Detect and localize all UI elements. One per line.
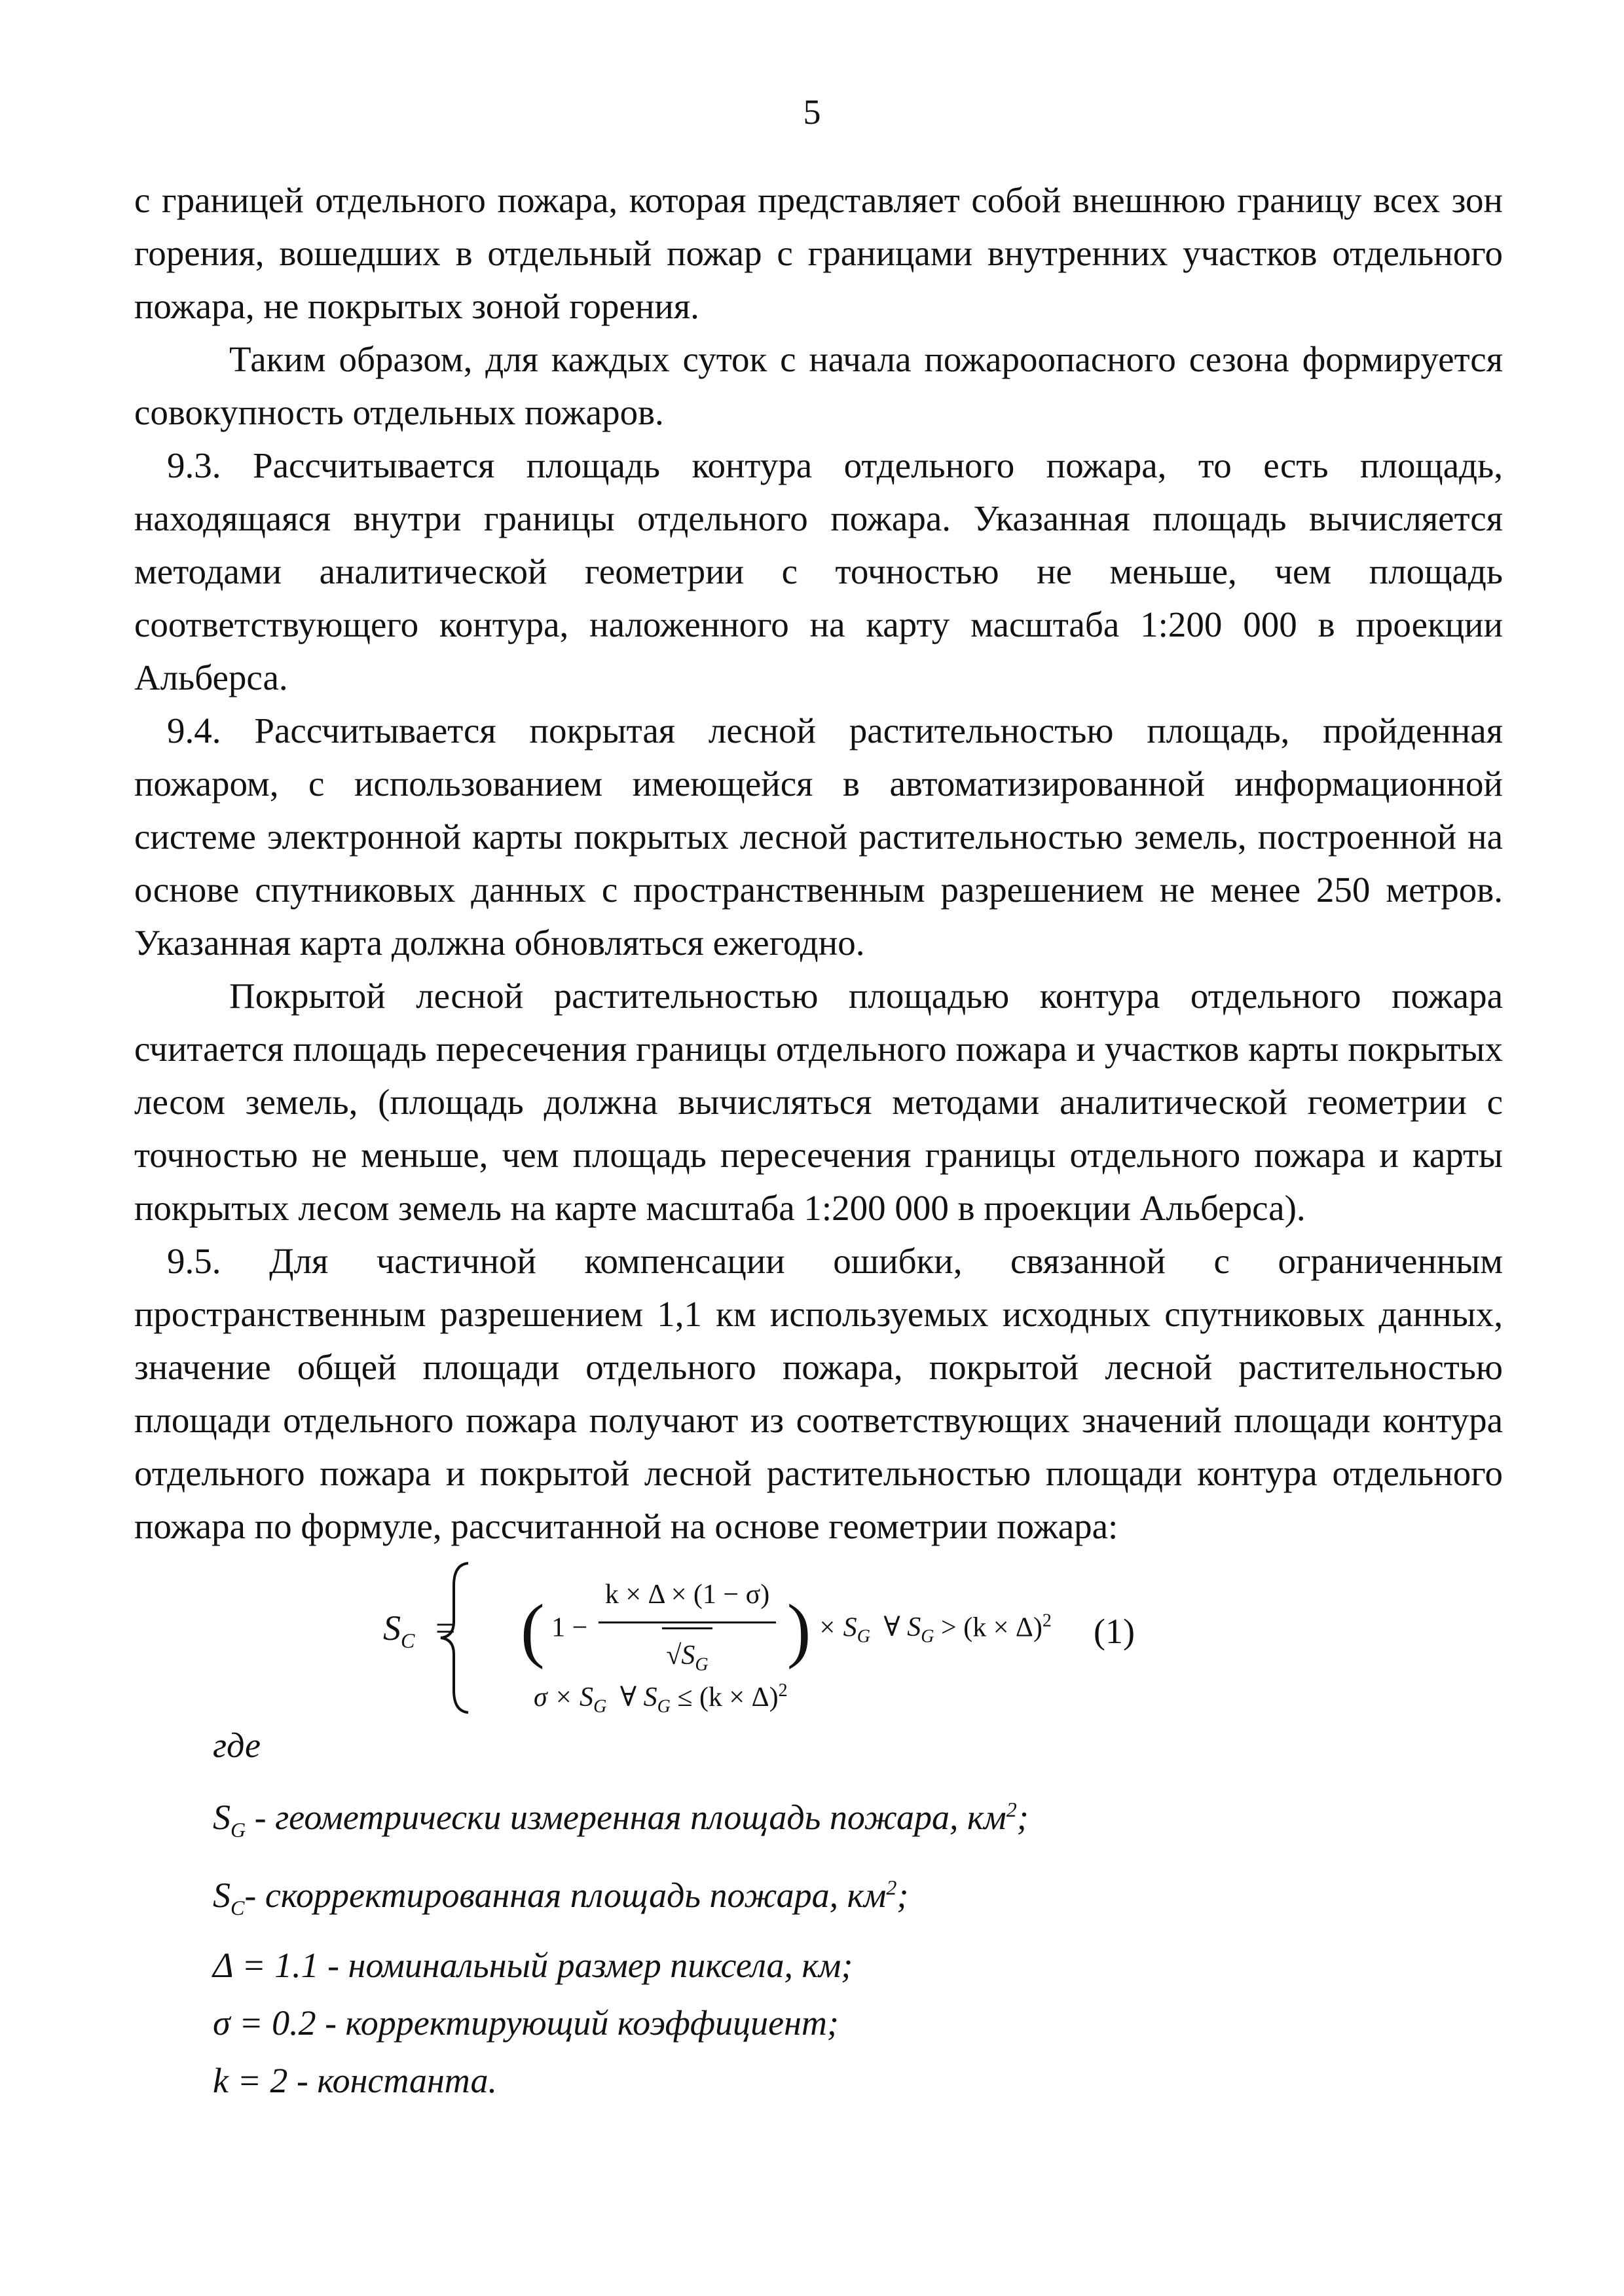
legend-item: σ = 0.2 - корректирующий коэффициент; (213, 2003, 839, 2043)
formula-number: (1) (1094, 1612, 1135, 1651)
paragraph-9-3: 9.3. Рассчитывается площадь контура отдельного пожара, то есть площадь, находящаяся внутри границы отдельного пожара. Указанная площадь вычисляется методами аналитической геометрии с точностью не меньше, чем площадь соответствующего контура, наложенного на карту масштаба 1:200 000 в проекции Альберса. (134, 445, 1503, 697)
legend-item: $S_C-$ скорректированная площадь пожара, $км^2$; (213, 1875, 909, 1919)
page-number: 5 (803, 92, 821, 132)
formula-fraction: $\frac{k \times \Delta \times (1 - \sigma)}{√S_G}$ (599, 1568, 776, 1691)
legend-item: $S_G$ - геометрически измеренная площадь пожара, $км^2$; (213, 1798, 1029, 1842)
paragraph-9-5: 9.5. Для частичной компенсации ошибки, связанной с ограниченным пространственным разрешением 1,1 км используемых исходных спутниковых данных, значение общей площади отдельного пожара, покрытой лесной растительностью площади отдельного пожара получают из соответствующих значений площади контура отдельного пожара и покрытой лесной растительностью площади контура отдельного пожара по формуле, рассчитанной на основе геометрии пожара: (134, 1241, 1503, 1546)
paragraph-forest-area: Покрытой лесной растительностью площадью контура отдельного пожара считается площадь пересечения границы отдельного пожара и участков карты покрытых лесом земель, (площадь должна вычисляться методами аналитической геометрии с точностью не меньше, чем площадь пересечения границы отдельного пожара и карты покрытых лесом земель на карте масштаба 1:200 000 в проекции Альберса). (134, 976, 1503, 1228)
formula-case-2: $\sigma \times S_G$ ∀ $S_G \le (k \times \Delta)^2$ (534, 1680, 788, 1717)
formula-legend (213, 1716, 1503, 2109)
paragraph-1: с границей отдельного пожара, которая представляет собой внешнюю границу всех зон горения, вошедших в отдельный пожар с границами внутренних участков отдельного пожара, не покрытых зоной горения. (134, 180, 1503, 326)
formula-case-1: ( 1 − $\frac{k \times \Delta \times (1 - \sigma)}{√S_G}$ ) × $S_G$ ∀ $S_G > (k \times \Delta)^2$ (521, 1568, 1052, 1691)
legend-where: где (213, 1726, 261, 1765)
body-text (134, 174, 1503, 2109)
legend-item: k = 2 - константа. (213, 2060, 497, 2100)
paragraph-9-4: 9.4. Рассчитывается покрытая лесной растительностью площадь, пройденная пожаром, с использованием имеющейся в автоматизированной информационной системе электронной карты покрытых лесной растительностью земель, построенной на основе спутниковых данных с пространственным разрешением не менее 250 метров. Указанная карта должна обновляться ежегодно. (134, 711, 1503, 963)
curly-brace-icon (435, 1559, 475, 1716)
paragraph-2: Таким образом, для каждых суток с начала пожароопасного сезона формируется совокупность отдельных пожаров. (134, 339, 1503, 432)
legend-item: Δ = 1.1 - номинальный размер пиксела, км; (213, 1945, 853, 1985)
formula-1 (134, 1559, 1503, 1716)
formula-lhs: $S_C$ = (383, 1608, 456, 1652)
